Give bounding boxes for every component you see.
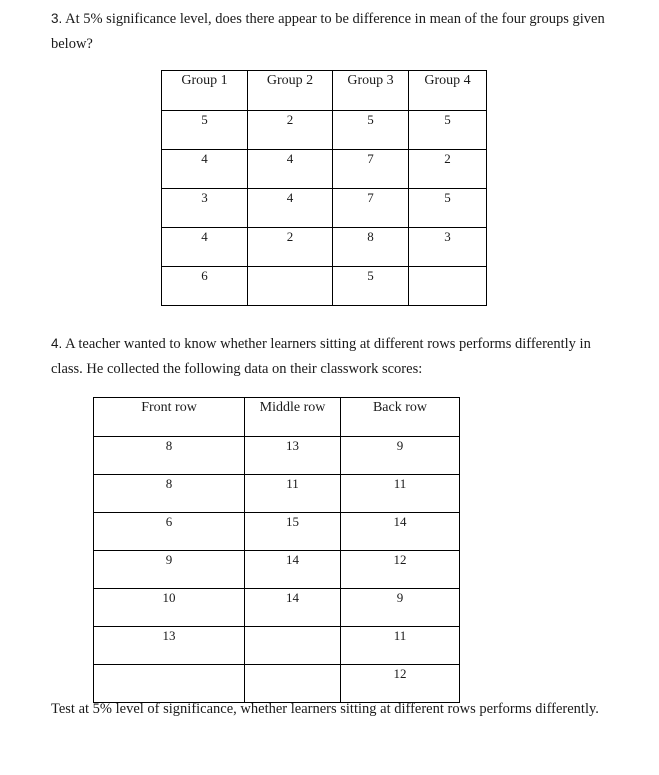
question-3-number: 3. — [51, 11, 63, 26]
table-header-row — [162, 71, 487, 111]
table-cell: 5 — [162, 111, 248, 150]
table-cell: 3 — [409, 228, 487, 267]
question-4-body: A teacher wanted to know whether learners sitting at different rows performs differently in class. He collected the following data on their classwork scores: — [51, 336, 591, 377]
table-cell: 7 — [333, 189, 409, 228]
question-4-instruction: Test at 5% level of significance, whether learners sitting at different rows performs differently. — [51, 701, 599, 717]
table-cell: 13 — [245, 437, 341, 475]
table-cell: 6 — [162, 267, 248, 306]
table-row — [94, 627, 460, 665]
table-cell: 14 — [245, 589, 341, 627]
question-4-text — [51, 331, 611, 382]
table-cell: 7 — [333, 150, 409, 189]
table-cell: 9 — [94, 551, 245, 589]
table-cell: 2 — [409, 150, 487, 189]
table-cell: 5 — [333, 111, 409, 150]
table-cell: 4 — [162, 228, 248, 267]
table-cell: 9 — [341, 589, 460, 627]
table-cell: 11 — [341, 627, 460, 665]
table-cell: 14 — [245, 551, 341, 589]
classwork-scores-table — [93, 397, 460, 703]
table-cell: 8 — [94, 437, 245, 475]
question-3-text — [51, 6, 611, 57]
table-cell: 4 — [248, 189, 333, 228]
table-cell: 11 — [245, 475, 341, 513]
table-cell: 4 — [248, 150, 333, 189]
group-data-table — [161, 70, 487, 306]
table-row — [94, 551, 460, 589]
table-cell: 14 — [341, 513, 460, 551]
column-header: Group 3 — [333, 71, 409, 111]
table-row — [162, 150, 487, 189]
table-cell: 2 — [248, 228, 333, 267]
table-cell: 11 — [341, 475, 460, 513]
table-row — [94, 513, 460, 551]
question-3-body: At 5% significance level, does there appear to be difference in mean of the four groups given below? — [51, 11, 605, 52]
table-row — [94, 437, 460, 475]
column-header: Group 1 — [162, 71, 248, 111]
table-cell: 5 — [333, 267, 409, 306]
table-row — [94, 589, 460, 627]
question-4-number: 4. — [51, 336, 63, 351]
column-header: Group 4 — [409, 71, 487, 111]
table-cell: 3 — [162, 189, 248, 228]
table-cell: 4 — [162, 150, 248, 189]
table-cell: 8 — [94, 475, 245, 513]
table-row — [162, 111, 487, 150]
table-row — [162, 267, 487, 306]
table-cell: 9 — [341, 437, 460, 475]
table-cell: 12 — [341, 551, 460, 589]
column-header: Group 2 — [248, 71, 333, 111]
table-row — [162, 189, 487, 228]
table-cell: 5 — [409, 111, 487, 150]
table-row — [162, 228, 487, 267]
table-row — [94, 475, 460, 513]
table-cell: 15 — [245, 513, 341, 551]
table-cell — [409, 267, 487, 306]
table-cell: 6 — [94, 513, 245, 551]
table-cell: 10 — [94, 589, 245, 627]
table-cell: 5 — [409, 189, 487, 228]
table-cell — [245, 627, 341, 665]
table-cell — [248, 267, 333, 306]
column-header: Back row — [341, 398, 460, 437]
table-cell: 12 — [341, 665, 460, 703]
table-cell: 8 — [333, 228, 409, 267]
column-header: Middle row — [245, 398, 341, 437]
table-cell: 2 — [248, 111, 333, 150]
table-cell: 13 — [94, 627, 245, 665]
column-header: Front row — [94, 398, 245, 437]
table-header-row — [94, 398, 460, 437]
